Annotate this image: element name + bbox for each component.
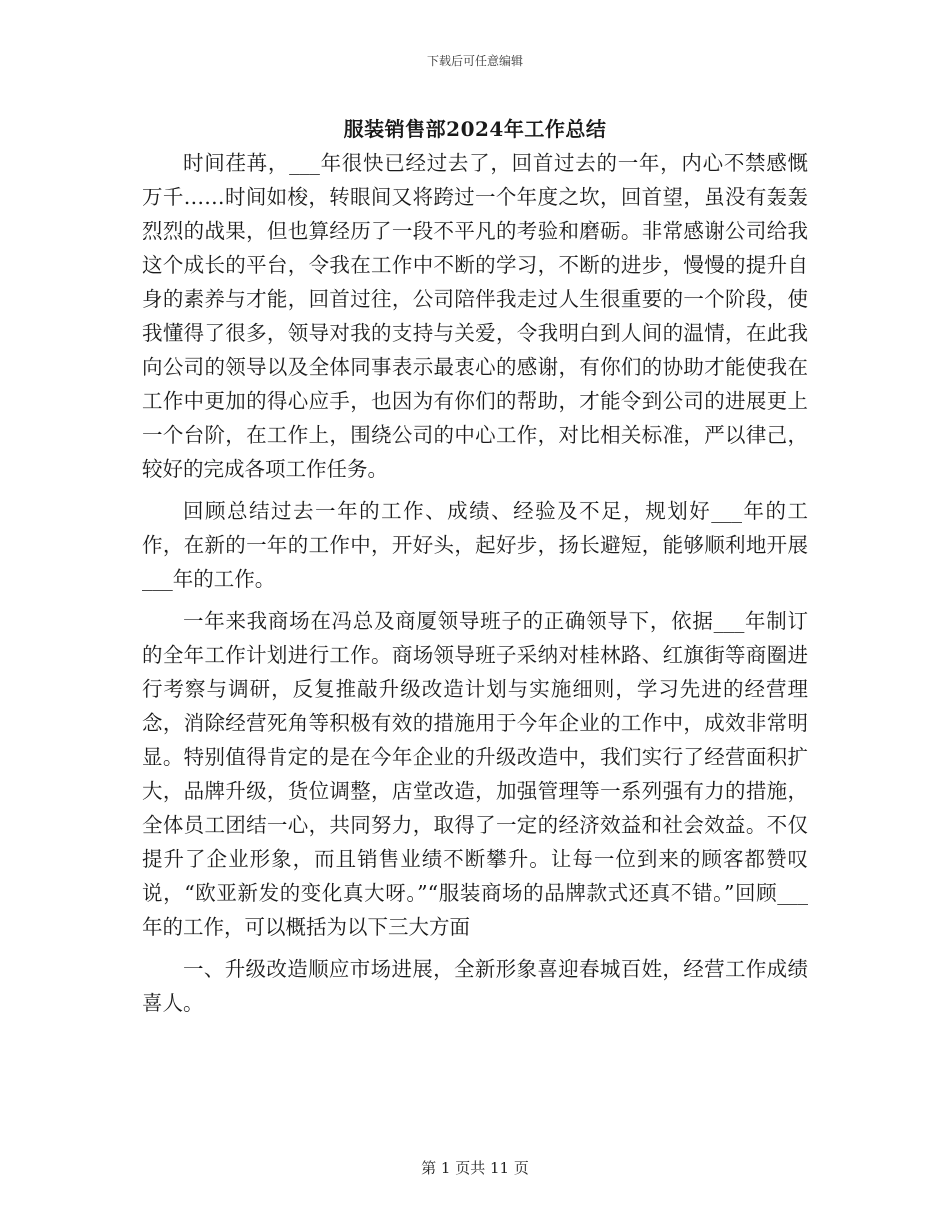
- document-body: [142, 146, 808, 1028]
- document-title: 服装销售部2024年工作总结: [343, 117, 607, 141]
- paragraph-achievements: 一年来我商场在冯总及商厦领导班子的正确领导下，依据___年制订的全年工作计划进行工作。商场领导班子采纳对桂林路、红旗街等商圈进行考察与调研，反复推敲升级改造计划与实施细则，学习先进的经营理念，消除经营死角等积极有效的措施用于今年企业的工作中，成效非常明显。特别值得肯定的是在今年企业的升级改造中，我们实行了经营面积扩大，品牌升级，货位调整，店堂改造，加强管理等一系列强有力的措施，全体员工团结一心，共同努力，取得了一定的经济效益和社会效益。不仅提升了企业形象，而且销售业绩不断攀升。让每一位到来的顾客都赞叹说，“欧亚新发的变化真大呀。”“服装商场的品牌款式还真不错。”回顾___年的工作，可以概括为以下三大方面: [142, 609, 808, 939]
- page-number: 第 1 页共 11 页: [421, 1159, 529, 1177]
- header-note: 下载后可任意编辑: [426, 54, 523, 68]
- paragraph-section-one: 一、升级改造顺应市场进展，全新形象喜迎春城百姓，经营工作成绩喜人。: [142, 957, 808, 1015]
- paragraph-intro: 时间荏苒，___年很快已经过去了，回首过去的一年，内心不禁感慨万千……时间如梭，转眼间又将跨过一个年度之坎，回首望，虽没有轰轰烈烈的战果，但也算经历了一段不平凡的考验和磨砺。非常感谢公司给我这个成长的平台，令我在工作中不断的学习，不断的进步，慢慢的提升自身的素养与才能，回首过往，公司陪伴我走过人生很重要的一个阶段，使我懂得了很多，领导对我的支持与关爱，令我明白到人间的温情，在此我向公司的领导以及全体同事表示最衷心的感谢，有你们的协助才能使我在工作中更加的得心应手，也因为有你们的帮助，才能令到公司的进展更上一个台阶，在工作上，围绕公司的中心工作，对比相关标准，严以律己，较好的完成各项工作任务。: [142, 151, 808, 481]
- paragraph-review: 回顾总结过去一年的工作、成绩、经验及不足，规划好___年的工作，在新的一年的工作中，开好头，起好步，扬长避短，能够顺利地开展___年的工作。: [142, 499, 808, 591]
